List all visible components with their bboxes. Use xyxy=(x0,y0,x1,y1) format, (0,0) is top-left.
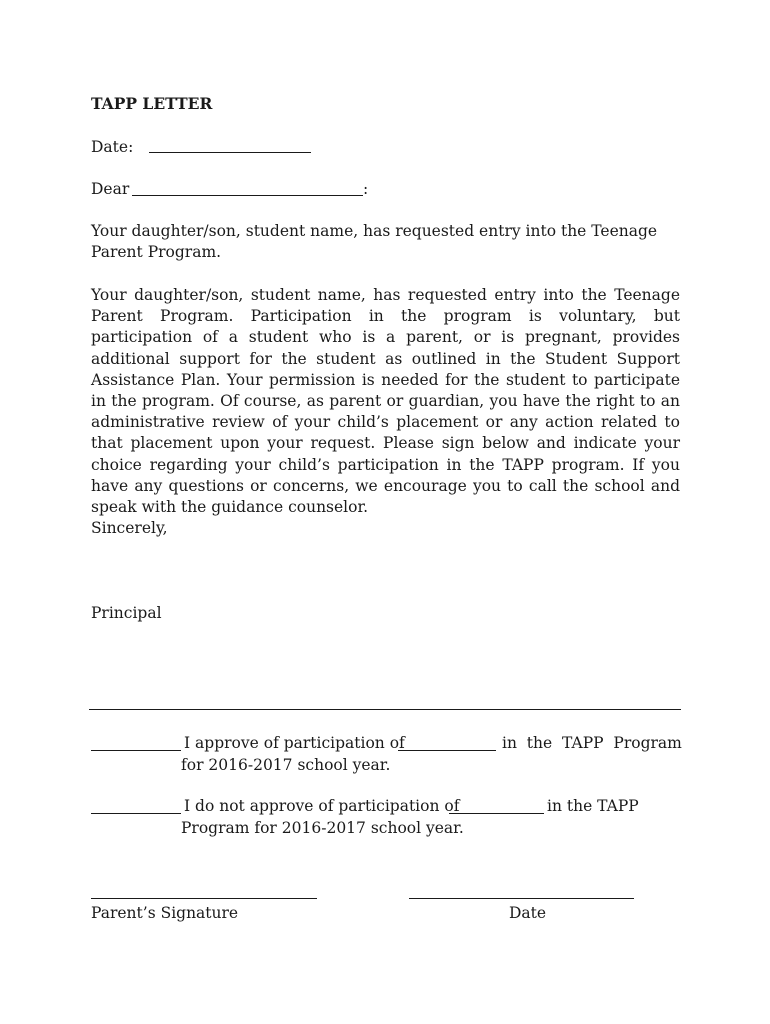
disapprove-student-field[interactable] xyxy=(449,813,544,814)
disapprove-check-field[interactable] xyxy=(91,813,181,814)
closing: Sincerely, xyxy=(91,519,168,537)
date-field[interactable] xyxy=(149,152,311,153)
body-paragraph: Your daughter/son, student name, has requested entry into the Teenage Parent Program. Participation in the program is voluntary, but participation of a student who is a parent, or is pregnant, provides additional support for the student as outlined in the Student Support Assistance Plan. Your permission is needed for the student to participate in the program. Of course, as parent or guardian, you have the right to an administrative review of your child’s placement or any action related to that placement upon your request. Please sign below and indicate your choice regarding your child’s participation in the TAPP program. If you have any questions or concerns, we encourage you to call the school and speak with the guidance counselor. xyxy=(91,286,680,517)
dear-label: Dear xyxy=(91,180,130,198)
date-row xyxy=(91,137,133,158)
approve-student-field[interactable] xyxy=(398,750,496,751)
date-signature-field[interactable] xyxy=(409,898,634,899)
divider xyxy=(89,709,681,710)
parent-signature-field[interactable] xyxy=(91,898,317,899)
approve-prefix: I approve of participation of xyxy=(184,734,405,752)
disapprove-prefix: I do not approve of participation of xyxy=(184,797,460,815)
date-label: Date: xyxy=(91,138,134,156)
approve-suffix: in the TAPP Program xyxy=(502,734,682,752)
approve-line2: for 2016-2017 school year. xyxy=(181,756,391,774)
recipient-name-field[interactable] xyxy=(132,195,363,196)
approve-check-field[interactable] xyxy=(91,750,181,751)
intro-paragraph: Your daughter/son, student name, has requested entry into the Teenage Parent Program. xyxy=(91,222,658,262)
parent-signature-label: Parent’s Signature xyxy=(91,904,239,922)
signer-title: Principal xyxy=(91,604,162,622)
dear-colon: : xyxy=(363,180,369,198)
disapprove-line2: Program for 2016-2017 school year. xyxy=(181,819,464,837)
disapprove-suffix: in the TAPP xyxy=(547,797,639,815)
letter-title: TAPP LETTER xyxy=(91,94,213,113)
date-signature-label: Date xyxy=(509,904,547,922)
